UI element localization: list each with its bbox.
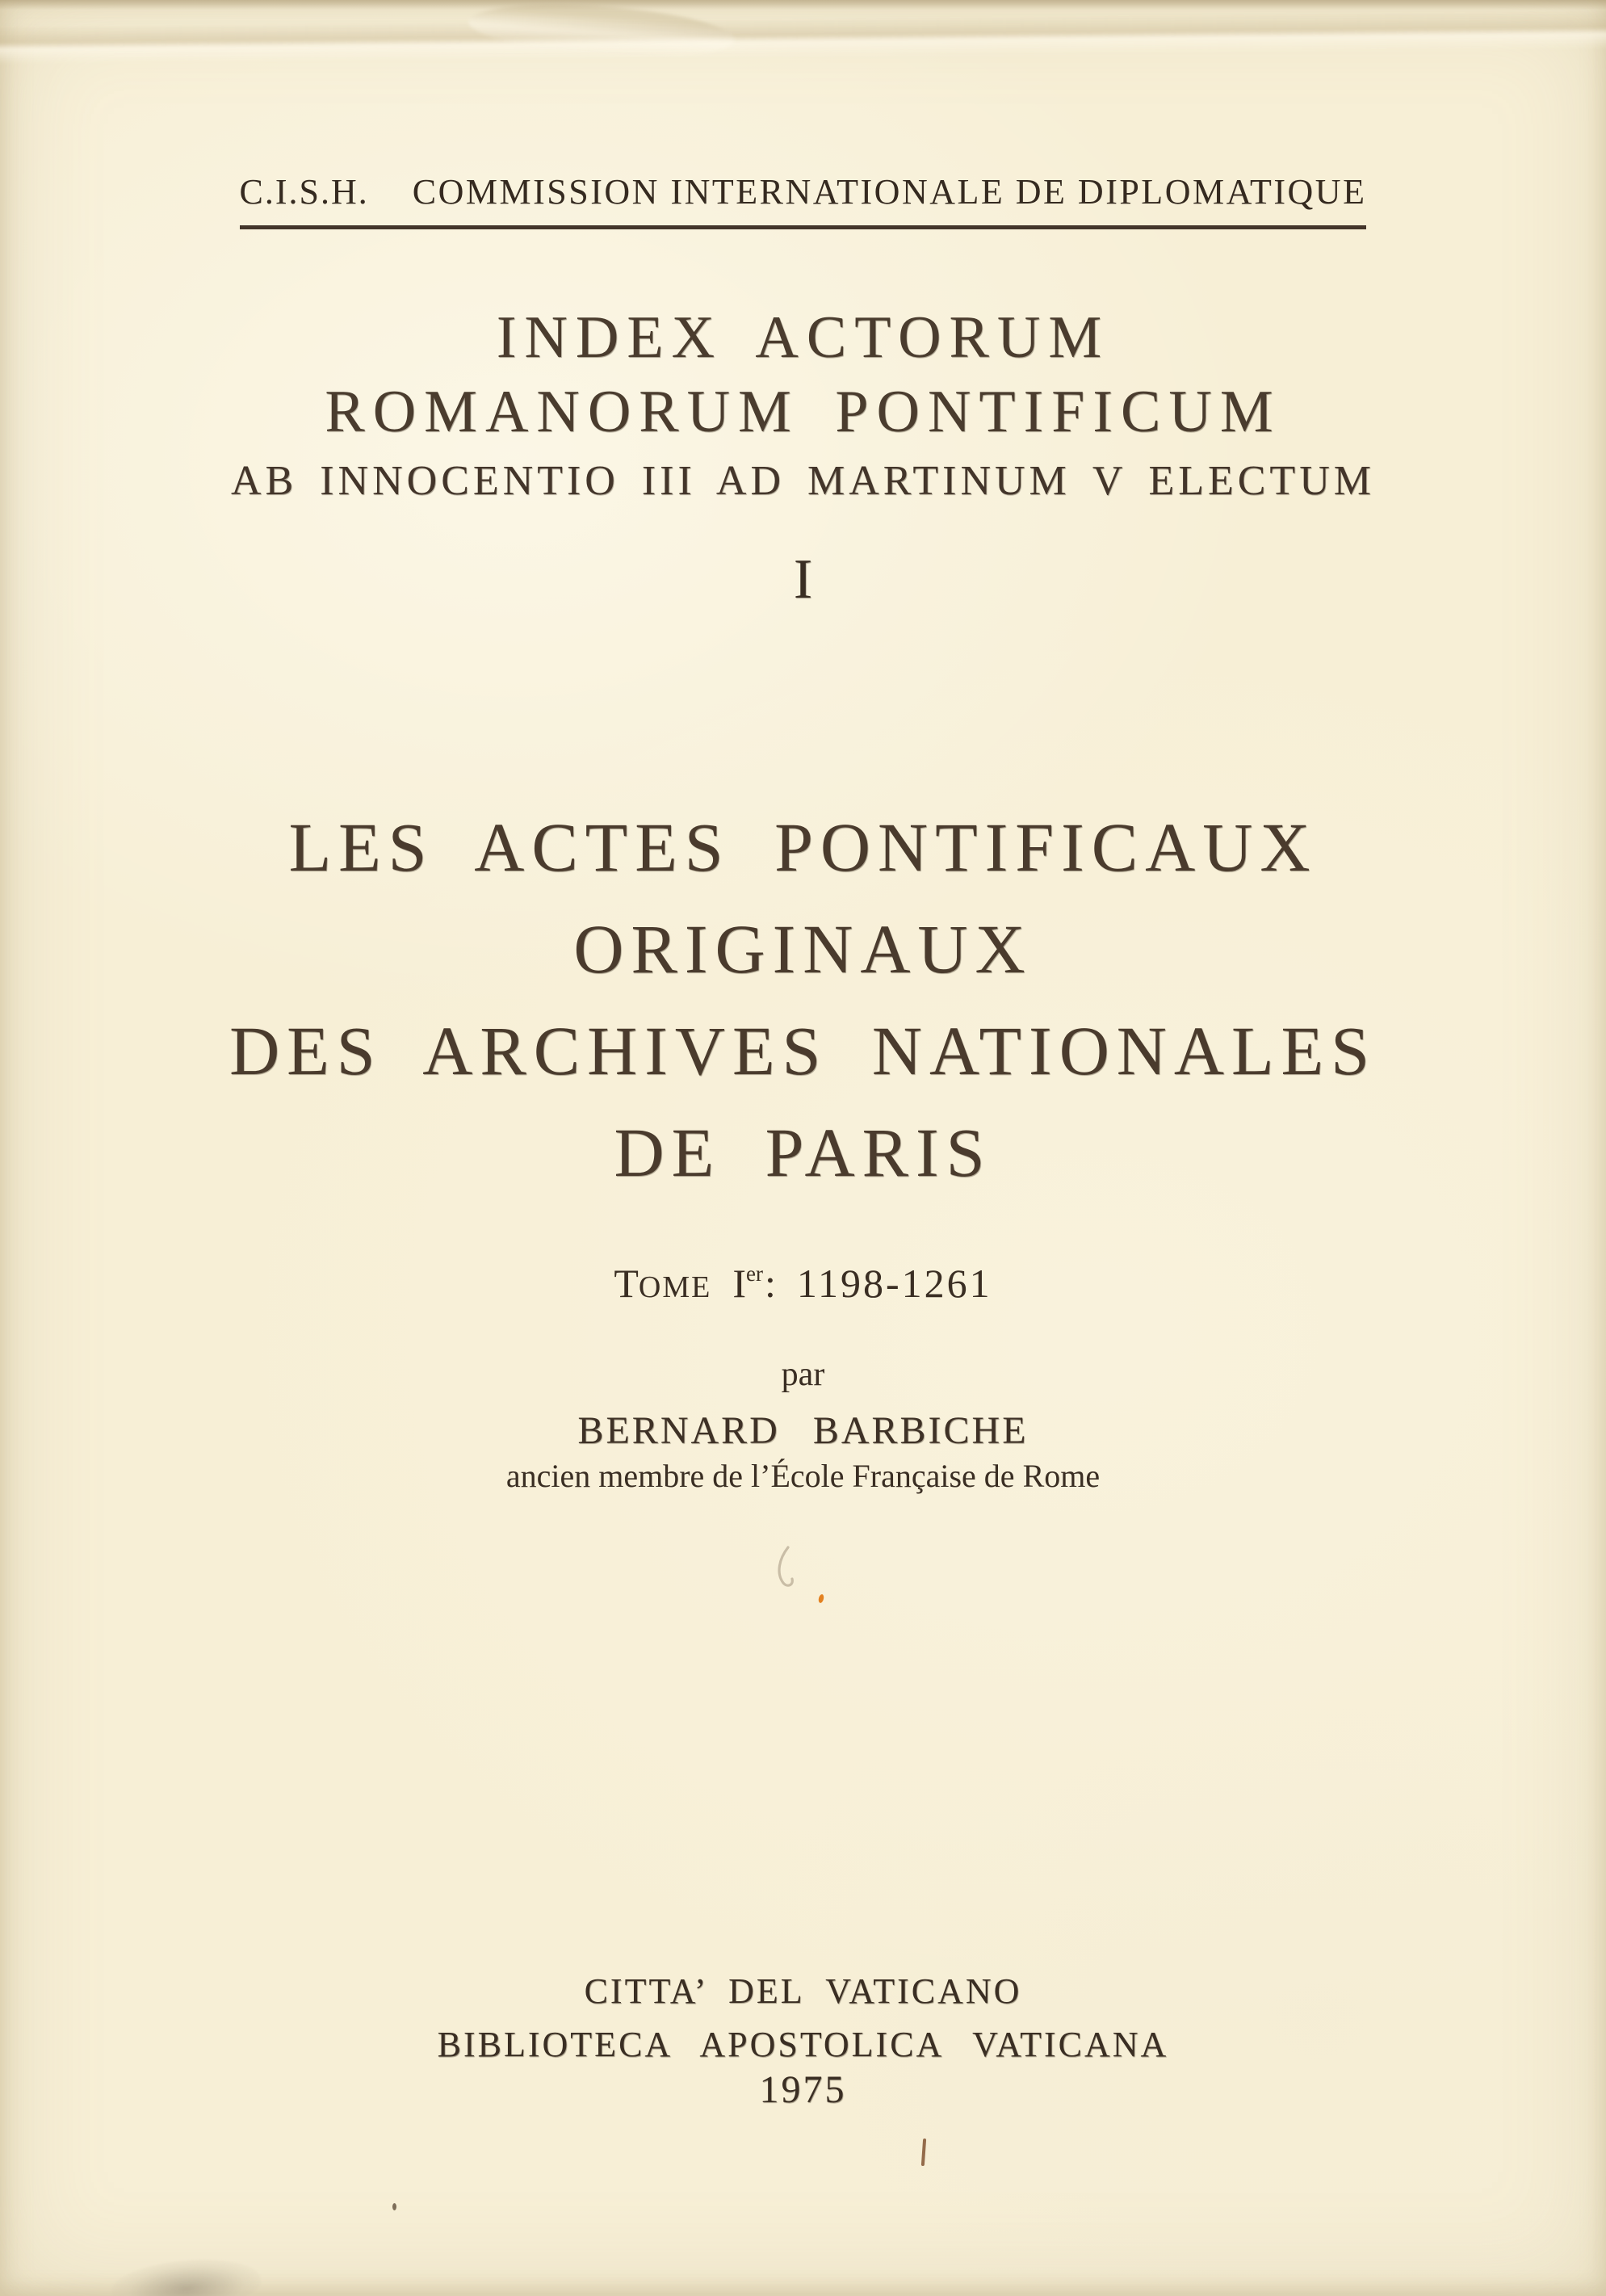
pencil-mark (769, 1544, 806, 1591)
organization-name: COMMISSION INTERNATIONALE DE DIPLOMATIQUE (412, 172, 1367, 212)
series-title (0, 300, 1606, 449)
main-title-line4: DE PARIS (614, 1114, 992, 1191)
series-title-line1: INDEX ACTORUM (496, 304, 1110, 371)
main-title-line3: DES ARCHIVES NATIONALES (229, 1012, 1377, 1089)
byline-par: par (781, 1356, 825, 1393)
tome-years: 1198-1261 (796, 1261, 992, 1306)
author-affiliation: ancien membre de l’École Française de Rome (505, 1458, 1101, 1494)
paper-speck-dark (392, 2203, 396, 2210)
imprint-publisher: BIBLIOTECA APOSTOLICA VATICANA (437, 2025, 1169, 2064)
tome-word-rest: OME (638, 1270, 712, 1304)
tome-line (0, 1260, 1606, 1307)
main-title-line2: ORIGINAUX (573, 910, 1033, 988)
tome-colon: : (764, 1261, 776, 1306)
imprint-place: CITTA’ DEL VATICANO (584, 1971, 1022, 2011)
series-subtitle: AB INNOCENTIO III AD MARTINUM V ELECTUM (230, 458, 1375, 504)
tome-ordinal-superscript: er (745, 1261, 763, 1286)
paper-crease (0, 10, 1606, 64)
volume-numeral: I (793, 548, 813, 611)
organization-abbreviation: C.I.S.H. (239, 172, 369, 212)
imprint-year: 1975 (759, 2068, 847, 2111)
main-title-line1: LES ACTES PONTIFICAUX (288, 808, 1318, 886)
header-rule (240, 171, 1367, 229)
paper-speck-red (818, 1593, 824, 1603)
paper-corner-damage (110, 2254, 262, 2296)
author-name: BERNARD BARBICHE (577, 1409, 1029, 1452)
main-title (0, 796, 1606, 1203)
series-title-line2: ROMANORUM PONTIFICUM (325, 379, 1281, 445)
tome-numeral: I (732, 1261, 746, 1306)
paper-fold-mark (467, 0, 736, 64)
header (0, 171, 1606, 229)
tome-word-initial: T (614, 1261, 639, 1306)
paper-speck-brown (921, 2139, 926, 2166)
